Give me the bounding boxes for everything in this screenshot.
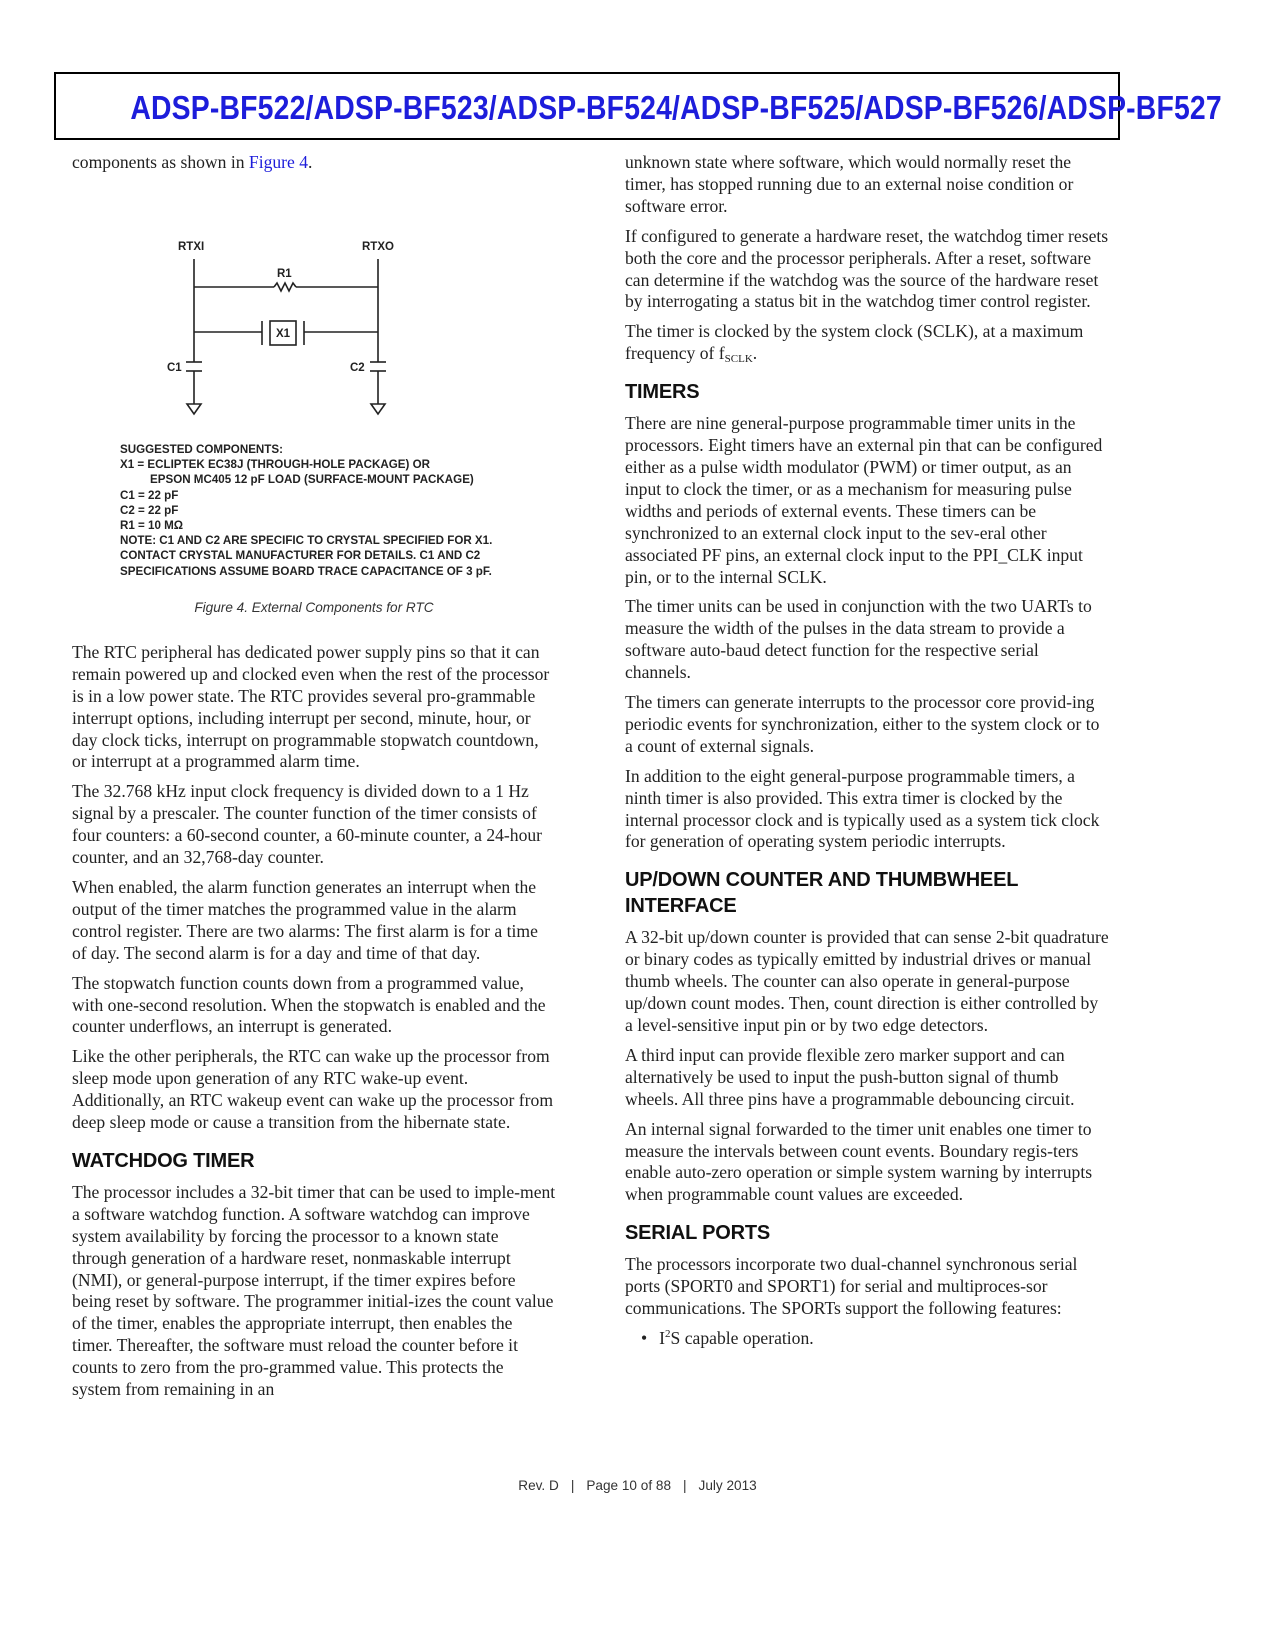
timers-heading: TIMERS [625,381,700,404]
watchdog-p3-text: The timer is clocked by the system clock (SCLK), at a maximum frequency of f [625,321,1084,364]
serial-features-list [625,1328,1109,1350]
footer-separator: | [683,1478,687,1493]
bullet-superscript: 2 [665,1327,671,1340]
timers-paragraph: In addition to the eight general-purpose programmable timers, a ninth timer is also provided. This extra timer is clocked by the internal processor clock and is typically used as a system tick clock for generation of operating system periodic interrupts. [625,765,1100,852]
serial-heading: SERIAL PORTS [625,1222,771,1245]
bullet-text-a: I [659,1327,666,1348]
footer-date: July 2013 [698,1478,757,1493]
updown-paragraph: An internal signal forwarded to the timer unit enables one timer to measure the intervals between count events. Boundary regis-ters enable auto-zero operation or simple system warning by interrupts when programmable count values are exceeded. [625,1118,1093,1205]
r1-resistor [274,283,296,291]
note-line: R1 = 10 MΩ [120,518,184,532]
note-line: X1 = ECLIPTEK EC38J (THROUGH-HOLE PACKAGE) OR [120,458,430,472]
note-line: SUGGESTED COMPONENTS: [120,442,283,456]
sclk-subscript: SCLK [724,353,753,366]
page-footer [0,1478,1275,1493]
page-title: ADSP-BF522/ADSP-BF523/ADSP-BF524/ADSP-BF525/ADSP-BF526/ADSP-BF527 [130,89,1222,126]
footer-page-number: Page 10 of 88 [586,1478,671,1493]
footer-revision: Rev. D [518,1478,559,1493]
watchdog-paragraph: If configured to generate a hardware reset, the watchdog timer resets both the core and the processor peripherals. After a reset, software can determine if the watchdog was the source of the hardware reset by interrogating a status bit in the watchdog timer control register. [625,225,1109,312]
note-line: CONTACT CRYSTAL MANUFACTURER FOR DETAILS. C1 AND C2 [120,549,481,563]
note-line: EPSON MC405 12 pF LOAD (SURFACE-MOUNT PACKAGE) [150,473,474,487]
serial-paragraph: The processors incorporate two dual-channel synchronous serial ports (SPORT0 and SPORT1) for serial and multiproces-sor communications. The SPORTs support the following features: [625,1254,1078,1319]
updown-heading: UP/DOWN COUNTER AND THUMBWHEEL INTERFACE [625,869,1018,918]
c2-ground-symbol [371,404,385,414]
watchdog-paragraph [625,321,1109,365]
timers-paragraph: The timers can generate interrupts to the processor core provid-ing periodic events for synchronization, either to the system clock or to a count of external signals. [625,692,1100,756]
list-item [641,1328,1109,1350]
note-line: C2 = 22 pF [120,503,179,517]
intro-end: . [308,152,313,172]
label-c1: C1 [167,361,182,374]
header-box [54,72,1222,140]
watchdog-p3-end: . [752,343,758,364]
note-line: NOTE: C1 AND C2 ARE SPECIFIC TO CRYSTAL SPECIFIED FOR X1. [120,534,493,548]
label-x1: X1 [276,327,291,340]
figure-4 [72,182,556,615]
right-column [625,152,1109,1350]
watchdog-paragraph: The processor includes a 32-bit timer that can be used to imple-ment a software watchdog function. A software watchdog can improve system availability by forcing the processor to a known state through generation of a hardware reset, nonmaskable interrupt (NMI), or general-purpose interrupt, if the timer expires before being reset by software. The programmer initial-izes the count value of the timer, enables the appropriate interrupt, then enables the timer. Thereafter, the software must reload the counter before it counts to zero from the pro-grammed value. This protects the system from remaining in an [72,1181,556,1400]
c1-ground-symbol [187,404,201,414]
updown-paragraph: A 32-bit up/down counter is provided that can sense 2-bit quadrature or binary codes as typically emitted by industrial drives or manual thumb wheels. The counter can also operate in general-purpose up/down count modes. Then, count direction is either controlled by a level-sensitive input pin or by two edge detectors. [625,927,1109,1035]
note-line: C1 = 22 pF [120,488,179,502]
label-rtxi: RTXI [178,240,205,253]
figure-notes [120,442,492,579]
rtc-paragraph: When enabled, the alarm function generates an interrupt when the output of the timer matches the programmed value in the alarm control register. There are two alarms: The first alarm is for a time of day. The second alarm is for a day and time of that day. [72,876,538,963]
label-r1: R1 [277,267,292,280]
updown-paragraph: A third input can provide flexible zero marker support and can alternatively be used to input the push-button signal of thumb wheels. All three pins have a programmable debouncing circuit. [625,1044,1075,1109]
intro-paragraph [72,152,556,174]
timers-paragraph: There are nine general-purpose programmable timer units in the processors. Eight timers have an external pin that can be configured either as a pulse width modulator (PWM) or timer output, as an input to clock the timer, or as a mechanism for measuring pulse widths and periods of external events. These timers can be synchronized to an external clock input to the sev-eral other associated PF pins, an external clock input to the PPI_CLK input pin, or to the internal SCLK. [625,413,1103,587]
label-rtxo: RTXO [362,240,394,253]
watchdog-continued: unknown state where software, which would normally reset the timer, has stopped running due to an external noise condition or software error. [625,152,1074,216]
rtc-paragraph: The stopwatch function counts down from a programmed value, with one-second resolution. When the stopwatch is enabled and the counter underflows, an interrupt is generated. [72,972,546,1037]
rtc-circuit-diagram [72,182,556,432]
rtc-paragraph: The RTC peripheral has dedicated power supply pins so that it can remain powered up and clocked even when the rest of the processor is in a low power state. The RTC provides several pro-grammable interrupt options, including interrupt per second, minute, hour, or day clock ticks, interrupt on programmable stopwatch countdown, or interrupt at a programmed alarm time. [72,641,550,772]
bullet-text-b: S capable operation. [670,1327,814,1348]
watchdog-heading: WATCHDOG TIMER [72,1149,255,1172]
timers-paragraph: The timer units can be used in conjunction with the two UARTs to measure the width of the pulses in the data stream to provide a software auto-baud detect function for the respective serial channels. [625,596,1092,683]
footer-separator: | [570,1478,575,1493]
label-c2: C2 [350,361,365,374]
figure-4-link[interactable]: Figure 4 [248,152,309,172]
rtc-paragraph: The 32.768 kHz input clock frequency is divided down to a 1 Hz signal by a prescaler. The counter function of the timer consists of four counters: a 60-second counter, a 60-minute counter, a 24-hour counter, and an 32,768-day counter. [72,781,543,868]
figure-caption: Figure 4. External Components for RTC [194,599,434,615]
left-column [72,152,556,1409]
rtc-paragraph: Like the other peripherals, the RTC can wake up the processor from sleep mode upon generation of any RTC wake-up event. Additionally, an RTC wakeup event can wake up the processor from deep sleep mode or cause a transition from the hibernate state. [72,1046,554,1133]
intro-text: components as shown in [72,152,249,172]
note-line: SPECIFICATIONS ASSUME BOARD TRACE CAPACITANCE OF 3 pF. [120,564,492,578]
